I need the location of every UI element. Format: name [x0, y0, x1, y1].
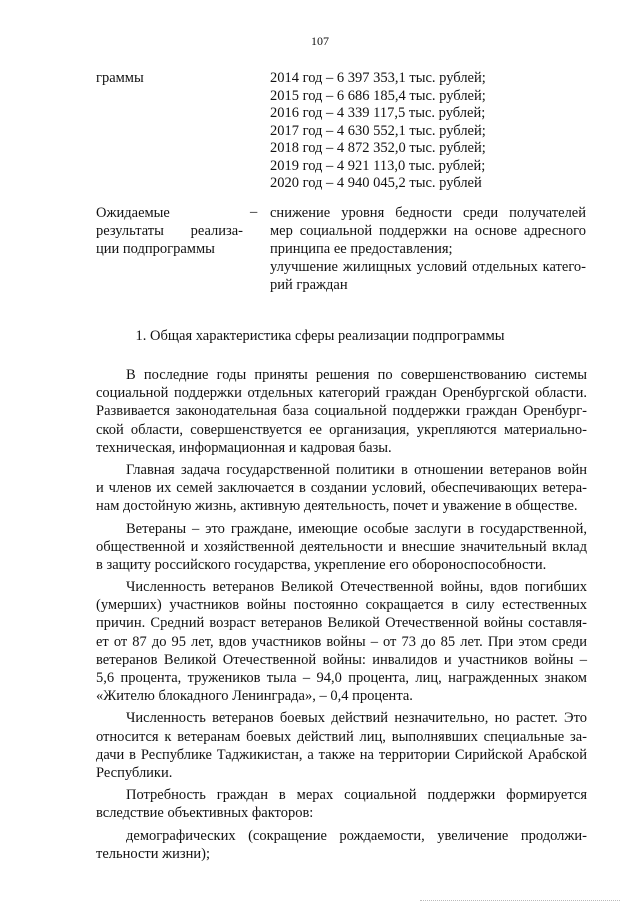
paragraph-line: «Жителю блокадного Ленинграда», – 0,4 процента.	[96, 688, 413, 705]
funding-line: 2019 год – 4 921 113,0 тыс. рублей;	[270, 157, 486, 174]
paragraph	[96, 578, 587, 705]
expected-results-label	[96, 204, 243, 258]
paragraph	[96, 786, 587, 822]
paragraph-line: относится к ветеранам боевых действий лиц, выполнявших специальные за-	[96, 728, 587, 745]
funding-line: 2017 год – 4 630 552,1 тыс. рублей;	[270, 122, 486, 139]
expected-results-text	[270, 204, 586, 294]
paragraph-line: в защиту российского государства, укрепление его обороноспособности.	[96, 556, 547, 573]
body-text	[96, 366, 587, 867]
paragraph-line: и членов их семей заключается в создании условий, обеспечивающих ветера-	[96, 480, 587, 497]
paragraph	[96, 709, 587, 782]
results-label-line: результаты реализа-	[96, 223, 243, 239]
paragraph-line: Республики.	[96, 764, 173, 781]
paragraph-line: дачи в Республике Таджикистан, а также на территории Сирийской Арабской	[96, 746, 587, 763]
results-line: рий граждан	[270, 277, 348, 293]
paragraph-line: Главная задача государственной политики в отношении ветеранов войн	[126, 461, 587, 478]
paragraph-line: Численность ветеранов боевых действий незначительно, но растет. Это	[126, 710, 587, 727]
paragraph-line: ет от 87 до 95 лет, вдов участников войны – от 73 до 85 лет. При этом среди	[96, 633, 587, 650]
paragraph-line: общественной и хозяйственной деятельности и внесшие значительный вклад	[96, 538, 587, 555]
scan-artifact	[420, 900, 620, 905]
results-line: улучшение жилищных условий отдельных катего-	[270, 259, 586, 275]
paragraph-line: ской области, совершенствуется ее организация, укрепляются материально-	[96, 421, 587, 438]
paragraph	[96, 366, 587, 457]
funding-list	[270, 70, 486, 193]
paragraph-line: техническая, информационная и кадровая базы.	[96, 439, 392, 456]
page-number: 107	[311, 34, 329, 48]
paragraph-line: 5,6 процента, тружеников тыла – 94,0 процента, лиц, награжденных знаком	[96, 670, 587, 686]
section-heading: 1. Общая характеристика сферы реализации подпрограммы	[135, 328, 505, 344]
results-line: снижение уровня бедности среди получателей	[270, 205, 586, 221]
results-label-line: ции подпрограммы	[96, 241, 215, 257]
funding-line: 2018 год – 4 872 352,0 тыс. рублей;	[270, 140, 486, 156]
paragraph-line: причин. Средний возраст ветеранов Великой Отечественной войны составля-	[96, 615, 587, 632]
program-label-tail: граммы	[96, 70, 144, 86]
paragraph-line: (умерших) участников войны постоянно сокращается в силу естественных	[96, 597, 587, 614]
paragraph	[96, 461, 587, 516]
funding-line: 2016 год – 4 339 117,5 тыс. рублей;	[270, 105, 486, 121]
paragraph-line: ветеранов Великой Отечественной войны: инвалидов и участников войны –	[96, 651, 587, 668]
results-line: принципа ее предоставления;	[270, 241, 453, 257]
funding-line: 2015 год – 6 686 185,4 тыс. рублей;	[270, 87, 486, 104]
paragraph-line: социальной поддержки отдельных категорий граждан Оренбургской области.	[96, 385, 587, 402]
results-dash: –	[250, 204, 258, 220]
paragraph-line: Численность ветеранов Великой Отечественной войны, вдов погибших	[126, 579, 587, 596]
results-label-line: Ожидаемые	[96, 205, 170, 221]
paragraph-line: демографических (сокращение рождаемости, увеличение продолжи-	[126, 827, 587, 844]
paragraph-line: тельности жизни);	[96, 845, 211, 862]
funding-line: 2014 год – 6 397 353,1 тыс. рублей;	[270, 70, 486, 86]
paragraph-line: Развивается законодательная база социальной поддержки граждан Оренбург-	[96, 403, 587, 420]
paragraph-line: вследствие объективных факторов:	[96, 805, 314, 822]
paragraph-line: нам достойную жизнь, активную деятельность, почет и уважение в обществе.	[96, 498, 578, 515]
paragraph-line: Ветераны – это граждане, имеющие особые заслуги в государственной,	[126, 520, 587, 537]
funding-line: 2020 год – 4 940 045,2 тыс. рублей	[270, 175, 482, 191]
results-line: мер социальной поддержки на основе адресного	[270, 223, 586, 239]
paragraph	[96, 827, 587, 863]
paragraph	[96, 520, 587, 575]
paragraph-line: В последние годы приняты решения по совершенствованию системы	[126, 367, 587, 383]
paragraph-line: Потребность граждан в мерах социальной поддержки формируется	[126, 787, 587, 804]
